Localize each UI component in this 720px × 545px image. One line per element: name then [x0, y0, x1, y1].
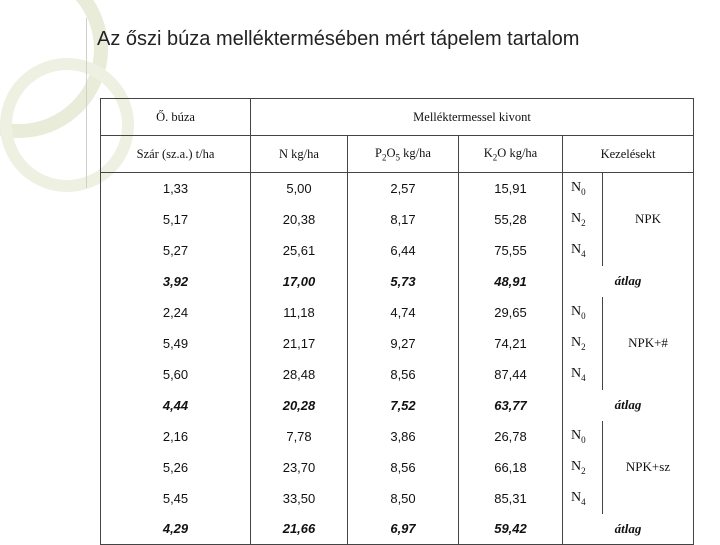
straw-cell: 5,49 — [162, 335, 189, 351]
table-row — [101, 297, 694, 328]
table-row — [101, 173, 694, 204]
treatment-group-label: NPK+sz — [603, 421, 694, 514]
average-row — [101, 390, 694, 421]
avg-k2o-cell: 63,77 — [459, 390, 563, 421]
treatment-group-label: NPK — [603, 173, 694, 266]
header-wheat: Ő. búza — [101, 99, 251, 136]
n-cell: 11,18 — [251, 297, 348, 328]
straw-cell: 2,24 — [162, 304, 189, 320]
n-level-code: $N_4$ — [563, 483, 603, 514]
p2o5-cell: 8,56 — [348, 359, 459, 390]
p2o5-cell: 4,74 — [348, 297, 459, 328]
average-label: átlag — [563, 390, 694, 421]
avg-n-cell: 17,00 — [251, 266, 348, 297]
average-row — [101, 266, 694, 297]
k2o-cell: 29,65 — [459, 297, 563, 328]
n-level-code: $N_2$ — [563, 204, 603, 235]
k2o-cell: 85,31 — [459, 483, 563, 514]
n-cell: 5,00 — [251, 173, 348, 204]
avg-k2o-cell: 59,42 — [459, 514, 563, 545]
straw-cell: 5,27 — [162, 242, 189, 258]
n-level-code: $N_0$ — [563, 297, 603, 328]
n-cell: 28,48 — [251, 359, 348, 390]
header-straw: Szár (sz.a.) t/ha — [101, 136, 251, 173]
p2o5-cell: 9,27 — [348, 328, 459, 359]
average-label: átlag — [563, 514, 694, 545]
n-cell: 25,61 — [251, 235, 348, 266]
straw-cell: 2,16 — [162, 428, 189, 444]
average-label: átlag — [563, 266, 694, 297]
p2o5-cell: 8,17 — [348, 204, 459, 235]
header-removed-with-byproduct: Melléktermessel kivont — [251, 99, 694, 136]
header-k2o: $K_2O$ kg/ha — [459, 136, 563, 173]
avg-p2o5-cell: 6,97 — [348, 514, 459, 545]
avg-k2o-cell: 48,91 — [459, 266, 563, 297]
avg-p2o5-cell: 7,52 — [348, 390, 459, 421]
k2o-cell: 75,55 — [459, 235, 563, 266]
n-level-code: $N_0$ — [563, 421, 603, 452]
table-body — [101, 173, 694, 545]
n-level-code: $N_4$ — [563, 235, 603, 266]
straw-cell: 5,26 — [162, 459, 189, 475]
decorative-rule — [86, 18, 87, 188]
straw-cell: 5,60 — [162, 366, 189, 382]
avg-straw-cell: 3,92 — [162, 273, 189, 289]
table-row — [101, 421, 694, 452]
slide-title: Az őszi búza melléktermésében mért tápelem tartalom — [97, 28, 580, 50]
avg-n-cell: 21,66 — [251, 514, 348, 545]
k2o-cell: 15,91 — [459, 173, 563, 204]
n-level-code: $N_2$ — [563, 328, 603, 359]
n-level-code: $N_2$ — [563, 452, 603, 483]
header-row-columns — [101, 136, 694, 173]
n-level-code: $N_0$ — [563, 173, 603, 204]
k2o-cell: 74,21 — [459, 328, 563, 359]
p2o5-cell: 3,86 — [348, 421, 459, 452]
header-row-group — [101, 99, 694, 136]
k2o-cell: 26,78 — [459, 421, 563, 452]
straw-cell: 1,33 — [162, 180, 189, 196]
avg-n-cell: 20,28 — [251, 390, 348, 421]
nutrient-table — [100, 98, 694, 545]
straw-cell: 5,17 — [162, 211, 189, 227]
n-cell: 33,50 — [251, 483, 348, 514]
n-cell: 23,70 — [251, 452, 348, 483]
avg-straw-cell: 4,29 — [162, 521, 189, 537]
avg-p2o5-cell: 5,73 — [348, 266, 459, 297]
header-treatments: Kezelésekt — [563, 136, 694, 173]
n-cell: 20,38 — [251, 204, 348, 235]
p2o5-cell: 8,56 — [348, 452, 459, 483]
k2o-cell: 87,44 — [459, 359, 563, 390]
decorative-ring — [0, 0, 108, 138]
k2o-cell: 66,18 — [459, 452, 563, 483]
p2o5-cell: 2,57 — [348, 173, 459, 204]
n-cell: 7,78 — [251, 421, 348, 452]
header-n: N kg/ha — [251, 136, 348, 173]
p2o5-cell: 6,44 — [348, 235, 459, 266]
avg-straw-cell: 4,44 — [162, 397, 189, 413]
header-p2o5: $P_2O_5$ kg/ha — [348, 136, 459, 173]
k2o-cell: 55,28 — [459, 204, 563, 235]
n-level-code: $N_4$ — [563, 359, 603, 390]
treatment-group-label: NPK+# — [603, 297, 694, 390]
straw-cell: 5,45 — [162, 490, 189, 506]
n-cell: 21,17 — [251, 328, 348, 359]
p2o5-cell: 8,50 — [348, 483, 459, 514]
